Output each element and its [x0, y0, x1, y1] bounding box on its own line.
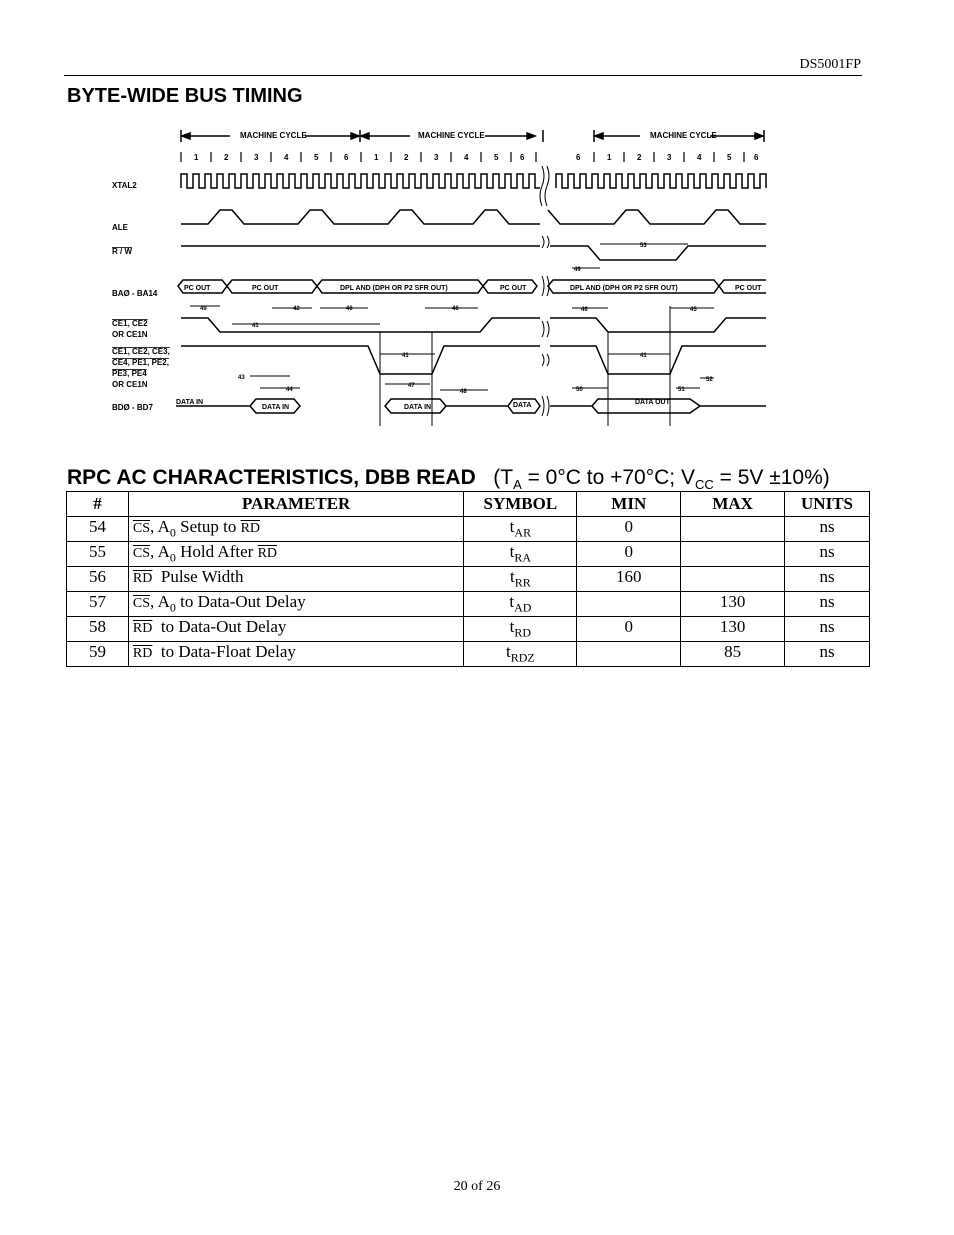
symbol-cell: $t_{RD}$	[464, 617, 577, 642]
rpc-condition: ($T_A = 0^\circ C$ to +70°C; $V_{CC} = 5V \pm 10\%$)	[493, 466, 830, 493]
state-number: 3	[667, 153, 672, 162]
col-header: MAX	[681, 492, 785, 517]
signal-label-ce: OR CE1N	[112, 330, 148, 339]
parameter-cell: $\overline{CS}$, $A_0$ Setup to $\overline{RD}$	[128, 517, 464, 542]
table-row	[67, 592, 870, 617]
timing-marker: 52	[706, 377, 713, 383]
min-cell: 0	[577, 517, 681, 542]
units-cell: ns	[785, 517, 870, 542]
units-cell: ns	[785, 567, 870, 592]
timing-marker: 49	[574, 267, 581, 273]
row-number: 59	[67, 642, 129, 667]
timing-marker: 41	[252, 323, 259, 329]
signal-label-pe: OR CE1N	[112, 380, 148, 389]
table-row	[67, 567, 870, 592]
timing-marker: 49	[200, 306, 207, 312]
state-number: 6	[520, 153, 525, 162]
signal-label-ba: BAØ - BA14	[112, 289, 158, 298]
machine-cycle-label: MACHINE CYCLE	[418, 131, 485, 140]
units-cell: ns	[785, 642, 870, 667]
timing-marker: 43	[238, 375, 245, 381]
parameter-cell: $\overline{RD}$ to Data-Out Delay	[128, 617, 464, 642]
timing-marker: 46	[452, 306, 459, 312]
page-number: 20 of 26	[453, 1179, 501, 1194]
timing-diagram	[110, 126, 770, 431]
min-cell	[577, 592, 681, 617]
bus-label: DPL AND (DPH OR P2 SFR OUT)	[340, 285, 448, 292]
units-cell: ns	[785, 592, 870, 617]
bus-label: DATA	[513, 402, 532, 409]
timing-marker: 42	[293, 306, 300, 312]
row-number: 58	[67, 617, 129, 642]
state-number: 4	[284, 153, 289, 162]
symbol-cell: $t_{AD}$	[464, 592, 577, 617]
table-row	[67, 642, 870, 667]
timing-marker: 53	[640, 243, 647, 249]
header-rule	[64, 75, 862, 76]
state-number: 2	[637, 153, 642, 162]
section-title-rpc	[67, 466, 830, 492]
rpc-characteristics-table	[66, 491, 870, 667]
bus-label: DATA IN	[262, 404, 290, 411]
units-cell: ns	[785, 542, 870, 567]
state-number: 2	[224, 153, 229, 162]
state-number: 6	[344, 153, 349, 162]
symbol-cell: $t_{RDZ}$	[464, 642, 577, 667]
table-row	[67, 517, 870, 542]
state-number: 1	[194, 153, 199, 162]
max-cell	[681, 542, 785, 567]
timing-marker: 47	[408, 383, 415, 389]
timing-marker: 44	[286, 387, 293, 393]
bus-label: DATA OUT	[635, 399, 670, 406]
bus-label: DPL AND (DPH OR P2 SFR OUT)	[570, 285, 678, 292]
state-number: 4	[464, 153, 469, 162]
col-header: UNITS	[785, 492, 870, 517]
state-number: 6	[576, 153, 581, 162]
bus-label: PC OUT	[500, 285, 527, 292]
signal-label-pe: PE3, PE4	[112, 369, 147, 378]
state-number: 4	[697, 153, 702, 162]
row-number: 55	[67, 542, 129, 567]
table-header-row	[67, 492, 870, 517]
timing-marker: 41	[640, 353, 647, 359]
signal-label-pe: CE4, PE1, PE2,	[112, 358, 169, 367]
max-cell: 130	[681, 617, 785, 642]
col-header: PARAMETER	[128, 492, 464, 517]
parameter-cell: $\overline{CS}$, $A_0$ to Data-Out Delay	[128, 592, 464, 617]
min-cell: 0	[577, 617, 681, 642]
bus-label: DATA IN	[176, 399, 204, 406]
parameter-cell: $\overline{RD}$ Pulse Width	[128, 567, 464, 592]
state-number: 5	[727, 153, 732, 162]
signal-label-rw: R / W	[112, 247, 132, 256]
symbol-cell: $t_{RR}$	[464, 567, 577, 592]
bus-label: DATA IN	[404, 404, 432, 411]
table-row	[67, 542, 870, 567]
timing-marker: 41	[402, 353, 409, 359]
state-number: 5	[494, 153, 499, 162]
bus-label: PC OUT	[184, 285, 211, 292]
state-number: 3	[254, 153, 259, 162]
max-cell	[681, 567, 785, 592]
timing-marker: 45	[690, 307, 697, 313]
max-cell	[681, 517, 785, 542]
symbol-cell: $t_{RA}$	[464, 542, 577, 567]
signal-label-xtal2: XTAL2	[112, 181, 137, 190]
timing-marker: 46	[581, 307, 588, 313]
col-header: SYMBOL	[464, 492, 577, 517]
state-number: 2	[404, 153, 409, 162]
col-header: #	[67, 492, 129, 517]
parameter-cell: $\overline{RD}$ to Data-Float Delay	[128, 642, 464, 667]
timing-marker: 46	[346, 306, 353, 312]
timing-marker: 51	[678, 387, 685, 393]
machine-cycle-label: MACHINE CYCLE	[650, 131, 717, 140]
signal-label-ale: ALE	[112, 223, 128, 232]
bus-label: PC OUT	[252, 285, 279, 292]
bus-label: PC OUT	[735, 285, 762, 292]
state-number: 5	[314, 153, 319, 162]
signal-label-ce: CE1, CE2	[112, 319, 148, 328]
min-cell: 0	[577, 542, 681, 567]
state-number: 6	[754, 153, 759, 162]
row-number: 57	[67, 592, 129, 617]
timing-marker: 50	[576, 387, 583, 393]
row-number: 54	[67, 517, 129, 542]
timing-marker: 48	[460, 389, 467, 395]
parameter-cell: $\overline{CS}$, $A_0$ Hold After $\overline{RD}$	[128, 542, 464, 567]
state-number: 3	[434, 153, 439, 162]
max-cell: 85	[681, 642, 785, 667]
col-header: MIN	[577, 492, 681, 517]
machine-cycle-label: MACHINE CYCLE	[240, 131, 307, 140]
min-cell	[577, 642, 681, 667]
state-number: 1	[607, 153, 612, 162]
symbol-cell: $t_{AR}$	[464, 517, 577, 542]
max-cell: 130	[681, 592, 785, 617]
document-id: DS5001FP	[799, 57, 861, 72]
rpc-title: RPC AC CHARACTERISTICS, DBB READ	[67, 466, 476, 489]
state-number: 1	[374, 153, 379, 162]
signal-label-bd: BDØ - BD7	[112, 403, 153, 412]
signal-label-pe: CE1, CE2, CE3,	[112, 347, 170, 356]
units-cell: ns	[785, 617, 870, 642]
section-title-timing: BYTE-WIDE BUS TIMING	[67, 85, 303, 107]
table-row	[67, 617, 870, 642]
min-cell: 160	[577, 567, 681, 592]
row-number: 56	[67, 567, 129, 592]
